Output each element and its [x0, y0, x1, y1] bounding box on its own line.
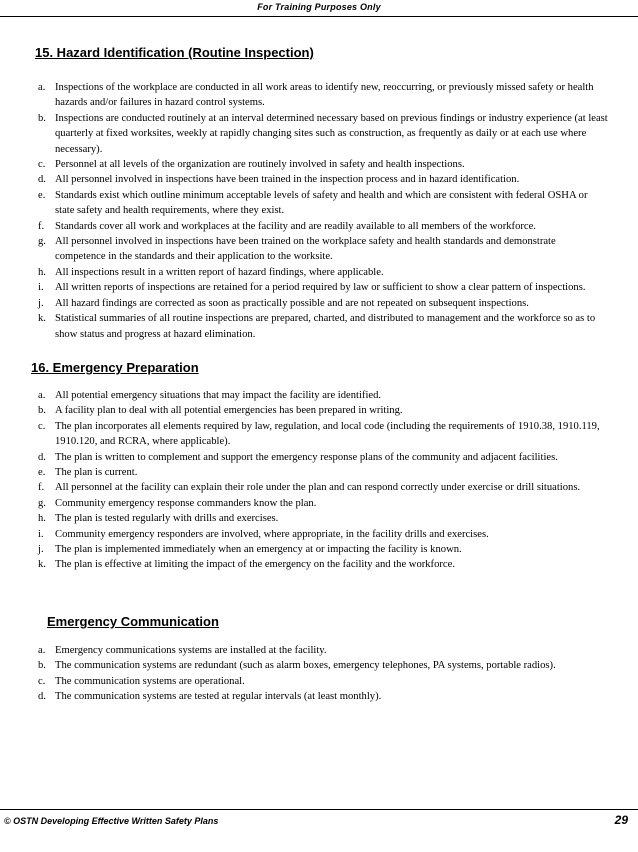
list-item-text: Personnel at all levels of the organization are routinely involved in safety and health inspections.	[55, 159, 465, 171]
list-item	[38, 527, 608, 542]
list-emergency-communication	[38, 643, 608, 705]
list-item-text: Community emergency response commanders know the plan.	[55, 497, 317, 509]
list-item-marker: c.	[38, 675, 46, 687]
list-item-text: Statistical summaries of all routine inspections are prepared, charted, and distributed to management and the workforce so as to show status and progress at hazard elimination.	[55, 313, 596, 340]
list-item	[38, 188, 608, 219]
list-item-marker: a.	[38, 390, 46, 401]
list-item-marker: c.	[38, 420, 46, 432]
section-title-emergency-preparation: 16. Emergency Preparation	[31, 360, 199, 375]
list-item-text: Inspections are conducted routinely at an interval determined necessary based on previous findings or industry experience (at least quarterly at fixed worksites, weekly at rapidly changing sites such as construction, as frequently as daily or at each use where necessary).	[55, 112, 608, 155]
list-emergency-preparation	[38, 388, 608, 573]
footer-copyright: © OSTN Developing Effective Written Safety Plans	[4, 816, 219, 826]
list-item-text: The plan incorporates all elements required by law, regulation, and local code (including the requirements of 1910.38, 1910.119, 1910.120, and RCRA, where applicable).	[55, 420, 600, 448]
list-item-marker: b.	[38, 405, 46, 417]
list-item-marker: g.	[38, 497, 46, 509]
list-item-text: All personnel at the facility can explain their role under the plan and can respond correctly under exercise or drill situations.	[55, 482, 581, 494]
list-item-text: All personnel involved in inspections have been trained on the workplace safety and health standards and demonstrate competence in the standards and their application to the worksite.	[55, 236, 556, 263]
list-item-marker: g.	[38, 236, 46, 248]
list-item	[38, 219, 608, 234]
list-item-text: Emergency communications systems are installed at the facility.	[55, 645, 327, 656]
list-item-text: All potential emergency situations that may impact the facility are identified.	[55, 390, 382, 401]
list-item	[38, 111, 608, 157]
list-item-marker: f.	[38, 220, 45, 232]
list-item-text: All inspections result in a written report of hazard findings, where applicable.	[55, 266, 384, 278]
list-item-marker: b.	[38, 112, 46, 124]
list-item-text: The communication systems are operational.	[55, 675, 245, 687]
list-item-text: The plan is tested regularly with drills and exercises.	[55, 513, 279, 525]
list-item	[38, 658, 608, 673]
list-hazard-identification	[38, 80, 608, 342]
list-item	[38, 234, 608, 265]
list-item	[38, 419, 608, 450]
list-item	[38, 403, 608, 418]
list-item-text: The plan is current.	[55, 467, 138, 479]
list-item-text: The plan is effective at limiting the impact of the emergency on the facility and the workforce.	[55, 559, 455, 571]
list-item-text: A facility plan to deal with all potential emergencies has been prepared in writing.	[55, 405, 403, 417]
list-item	[38, 450, 608, 465]
list-item	[38, 465, 608, 480]
list-item	[38, 480, 608, 495]
page-number: 29	[614, 813, 628, 827]
page-footer	[0, 809, 638, 852]
list-item	[38, 388, 608, 403]
list-item	[38, 265, 608, 280]
list-item-marker: a.	[38, 645, 46, 656]
list-item	[38, 557, 608, 572]
page-header: For Training Purposes Only	[0, 0, 638, 17]
list-item-marker: j.	[38, 544, 44, 556]
list-item-marker: a.	[38, 82, 46, 93]
list-item-text: The communication systems are redundant (such as alarm boxes, emergency telephones, PA systems, portable radios).	[55, 660, 556, 672]
list-item	[38, 511, 608, 526]
list-item-marker: h.	[38, 513, 46, 525]
list-item-marker: b.	[38, 660, 46, 672]
list-item-text: Standards exist which outline minimum acceptable levels of safety and health and which are consistent with federal OSHA or state safety and health requirements, where they exist.	[55, 189, 588, 217]
list-item-text: Community emergency responders are involved, where appropriate, in the facility drills and exercises.	[55, 528, 489, 540]
list-item-text: All hazard findings are corrected as soon as practically possible and are not repeated on subsequent inspections.	[55, 297, 529, 309]
list-item-marker: c.	[38, 159, 46, 171]
list-item-text: All personnel involved in inspections have been trained in the inspection process and in hazard identification.	[55, 174, 520, 186]
list-item	[38, 643, 608, 658]
list-item-marker: j.	[38, 297, 44, 309]
list-item-marker: i.	[38, 282, 44, 294]
list-item-marker: h.	[38, 266, 46, 278]
list-item-text: All written reports of inspections are retained for a period required by law or sufficient to show a clear pattern of inspections.	[55, 282, 586, 294]
list-item	[38, 157, 608, 172]
list-item-marker: d.	[38, 174, 46, 186]
list-item-marker: e.	[38, 467, 46, 479]
list-item-text: The plan is written to complement and support the emergency response plans of the community and adjacent facilities.	[55, 451, 558, 463]
list-item	[38, 311, 608, 342]
list-item-marker: e.	[38, 189, 46, 201]
list-item	[38, 172, 608, 187]
list-item	[38, 542, 608, 557]
list-item-text: The communication systems are tested at regular intervals (at least monthly).	[55, 691, 382, 703]
list-item	[38, 296, 608, 311]
list-item	[38, 689, 608, 704]
list-item-marker: i.	[38, 528, 44, 540]
list-item	[38, 674, 608, 689]
list-item	[38, 496, 608, 511]
list-item	[38, 280, 608, 295]
list-item-marker: k.	[38, 313, 46, 325]
list-item-marker: d.	[38, 691, 46, 703]
list-item-marker: f.	[38, 482, 45, 494]
list-item-text: Standards cover all work and workplaces at the facility and are readily available to all members of the workforce.	[55, 220, 536, 232]
list-item-text: The plan is implemented immediately when an emergency at or impacting the facility is known.	[55, 544, 462, 556]
list-item-marker: d.	[38, 451, 46, 463]
list-item-text: Inspections of the workplace are conducted in all work areas to identify new, reoccurring, or previously missed safety or health hazards and/or failures in hazard control systems.	[55, 82, 594, 109]
section-title-hazard-identification: 15. Hazard Identification (Routine Inspection)	[35, 45, 314, 60]
section-title-emergency-communication: Emergency Communication	[47, 614, 219, 629]
list-item	[38, 80, 608, 111]
list-item-marker: k.	[38, 559, 46, 571]
